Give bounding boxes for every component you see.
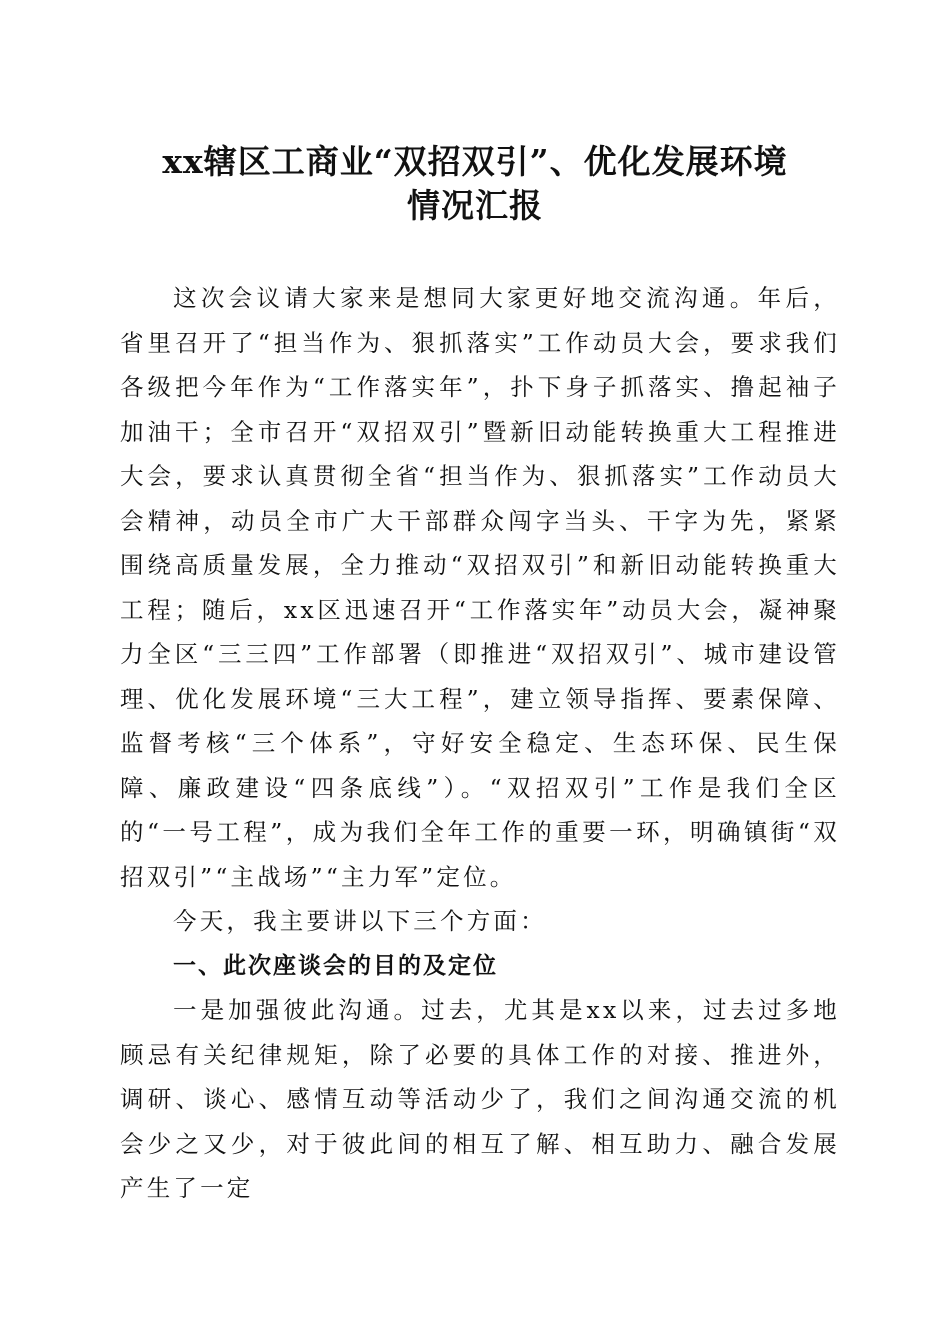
document-title-line-1: xx辖区工商业“双招双引”、优化发展环境	[162, 142, 788, 181]
intro-paragraph: 这次会议请大家来是想同大家更好地交流沟通。年后，省里召开了“担当作为、狠抓落实”工作动员大会，要求我们各级把今年作为“工作落实年”，扑下身子抓落实、撸起袖子加油干；全市召开“双招双引”暨新旧动能转换重大工程推进大会，要求认真贯彻全省“担当作为、狠抓落实”工作动员大会精神，动员全市广大干部群众闯字当头、干字为先，紧紧围绕高质量发展，全力推动“双招双引”和新旧动能转换重大工程；随后，xx区迅速召开“工作落实年”动员大会，凝神聚力全区“三三四”工作部署（即推进“双招双引”、城市建设管理、优化发展环境“三大工程”，建立领导指挥、要素保障、监督考核“三个体系”，守好安全稳定、生态环保、民生保障、廉政建设“四条底线”）。“双招双引”工作是我们全区的“一号工程”，成为我们全年工作的重要一环，明确镇街“双招双引”“主战场”“主力军”定位。	[120, 284, 840, 891]
agenda-paragraph: 今天，我主要讲以下三个方面：	[173, 907, 547, 935]
document-title-line-2: 情况汇报	[407, 186, 543, 225]
section-heading: 一、此次座谈会的目的及定位	[173, 952, 498, 979]
document-body	[120, 276, 840, 1211]
section-paragraph: 一是加强彼此沟通。过去，尤其是xx以来，过去过多地顾忌有关纪律规矩，除了必要的具体工作的对接、推进外，调研、谈心、感情互动等活动少了，我们之间沟通交流的机会少之又少，对于彼此间的相互了解、相互助力、融合发展产生了一定	[120, 996, 840, 1202]
